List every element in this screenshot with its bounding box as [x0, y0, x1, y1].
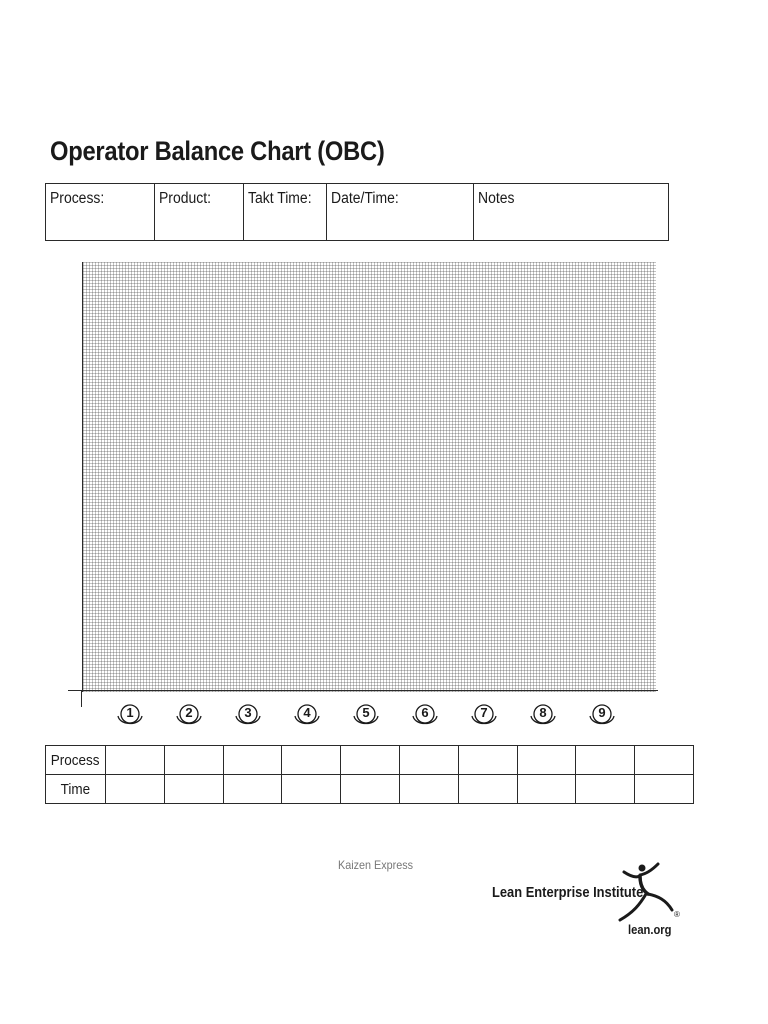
operator-number: 7: [480, 705, 488, 720]
product-field-label: Product:: [159, 190, 211, 207]
time-cell[interactable]: [458, 775, 517, 804]
lei-logo-figure-icon: [618, 860, 678, 930]
operator-marker-8: [528, 702, 558, 732]
time-cell[interactable]: [576, 775, 635, 804]
date-time-field-label: Date/Time:: [331, 190, 399, 207]
time-row-label: Time: [46, 775, 106, 804]
operator-marker-9: [587, 702, 617, 732]
process-cell[interactable]: [223, 746, 282, 775]
process-time-table: [45, 745, 694, 804]
footer-text: Kaizen Express: [338, 858, 414, 872]
process-cell[interactable]: [635, 746, 694, 775]
time-cell[interactable]: [635, 775, 694, 804]
process-cell[interactable]: [106, 746, 165, 775]
time-cell[interactable]: [399, 775, 458, 804]
time-cell[interactable]: [341, 775, 400, 804]
operator-marker-5: [351, 702, 381, 732]
operator-number: 5: [362, 705, 370, 720]
process-cell[interactable]: [458, 746, 517, 775]
operator-number: 6: [421, 705, 429, 720]
process-cell[interactable]: [341, 746, 400, 775]
process-cell[interactable]: [399, 746, 458, 775]
process-field[interactable]: [46, 184, 155, 240]
date-time-field[interactable]: [327, 184, 474, 240]
process-row: [46, 746, 694, 775]
takt-time-field[interactable]: [244, 184, 327, 240]
operator-number: 2: [185, 705, 193, 720]
product-field[interactable]: [155, 184, 244, 240]
time-cell[interactable]: [164, 775, 223, 804]
operator-marker-7: [469, 702, 499, 732]
notes-field-label: Notes: [478, 190, 515, 207]
time-cell[interactable]: [282, 775, 341, 804]
time-row: [46, 775, 694, 804]
process-cell[interactable]: [517, 746, 576, 775]
operator-marker-4: [292, 702, 322, 732]
operator-number: 1: [126, 705, 134, 720]
page-title: Operator Balance Chart (OBC): [50, 136, 385, 166]
chart-grid[interactable]: [82, 262, 656, 692]
operator-number: 9: [598, 705, 606, 720]
operator-number: 8: [539, 705, 547, 720]
process-cell[interactable]: [576, 746, 635, 775]
operator-marker-1: [115, 702, 145, 732]
y-axis-tick: [81, 690, 82, 707]
time-cell[interactable]: [223, 775, 282, 804]
operator-number: 3: [244, 705, 252, 720]
process-row-label: Process: [46, 746, 106, 775]
takt-time-field-label: Takt Time:: [248, 190, 312, 207]
lei-logo-name: Lean Enterprise Institute: [492, 884, 644, 901]
process-cell[interactable]: [282, 746, 341, 775]
time-cell[interactable]: [106, 775, 165, 804]
operator-marker-3: [233, 702, 263, 732]
operator-number: 4: [303, 705, 311, 720]
process-field-label: Process:: [50, 190, 105, 207]
lei-logo-url: lean.org: [628, 922, 672, 937]
registered-mark: ®: [674, 910, 680, 919]
operator-marker-6: [410, 702, 440, 732]
operator-marker-2: [174, 702, 204, 732]
process-cell[interactable]: [164, 746, 223, 775]
header-fields-table: [45, 183, 669, 241]
notes-field[interactable]: [474, 184, 668, 240]
time-cell[interactable]: [517, 775, 576, 804]
x-axis-line: [68, 690, 658, 691]
